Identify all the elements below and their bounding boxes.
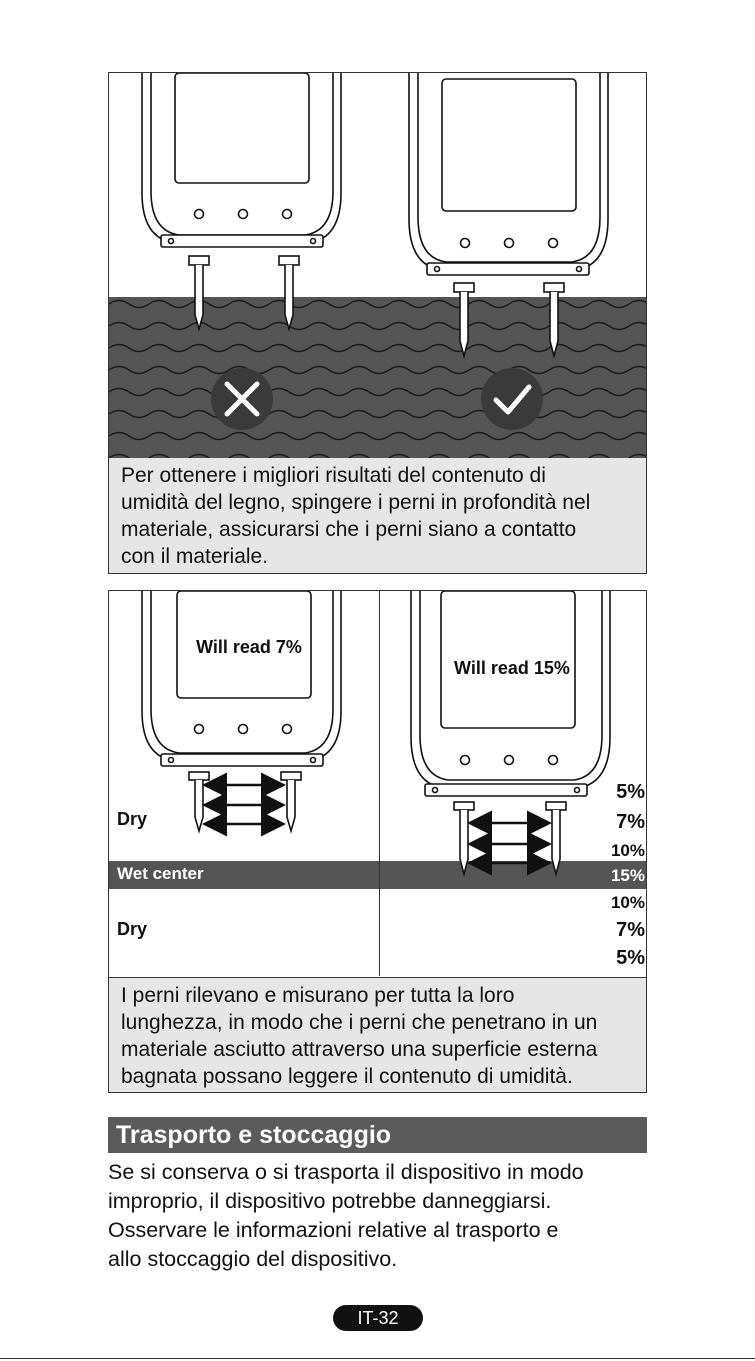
meter-shallow	[142, 73, 341, 329]
scale-value: 5%	[616, 781, 645, 803]
body-line: Osservare le informazioni relative al trasporto e	[108, 1218, 559, 1242]
scale-value: 7%	[616, 811, 645, 833]
body-line: improprio, il dispositivo potrebbe danneggiarsi.	[108, 1189, 552, 1213]
label-dry-bottom: Dry	[117, 919, 148, 939]
caption-line: umidità del legno, spingere i perni in profondità nel	[121, 491, 591, 514]
page-number: IT-32	[333, 1305, 423, 1331]
scale-value: 7%	[616, 919, 645, 941]
label-dry-top: Dry	[117, 809, 148, 829]
panel-pin-depth	[108, 72, 647, 574]
panel1-caption	[109, 458, 646, 573]
meter-long-pins	[411, 591, 610, 874]
panel-wet-center	[108, 590, 647, 1093]
caption-line: Per ottenere i migliori risultati del contenuto di	[121, 464, 546, 487]
scale-value: 5%	[616, 947, 645, 969]
panel2-caption	[109, 977, 646, 1092]
meter-short-pins	[142, 591, 341, 831]
x-mark-icon	[211, 368, 273, 430]
scale-value: 15%	[610, 866, 645, 885]
section-title: Trasporto e stoccaggio	[108, 1117, 647, 1153]
caption-line: materiale, assicurarsi che i perni siano a contatto	[121, 518, 577, 541]
caption-line: lunghezza, in modo che i perni che penetrano in un	[121, 1011, 598, 1034]
footer-rule	[0, 1358, 755, 1359]
pin-depth-illustration	[109, 73, 646, 458]
section-body	[108, 1158, 653, 1274]
body-line: allo stoccaggio del dispositivo.	[108, 1247, 398, 1271]
body-line: Se si conserva o si trasporta il dispositivo in modo	[108, 1160, 584, 1184]
caption-line: con il materiale.	[121, 545, 269, 568]
caption-line: materiale asciutto attraverso una superficie esterna	[121, 1038, 598, 1061]
label-wet-center: Wet center	[117, 864, 204, 883]
reading-left: Will read 7%	[196, 637, 302, 657]
caption-line: bagnata possano leggere il contenuto di umidità.	[121, 1065, 573, 1088]
check-mark-icon	[481, 368, 543, 430]
scale-value: 10%	[610, 841, 645, 860]
caption-line: I perni rilevano e misurano per tutta la loro	[121, 984, 515, 1007]
scale-value: 10%	[610, 893, 645, 912]
reading-right: Will read 15%	[454, 658, 570, 678]
